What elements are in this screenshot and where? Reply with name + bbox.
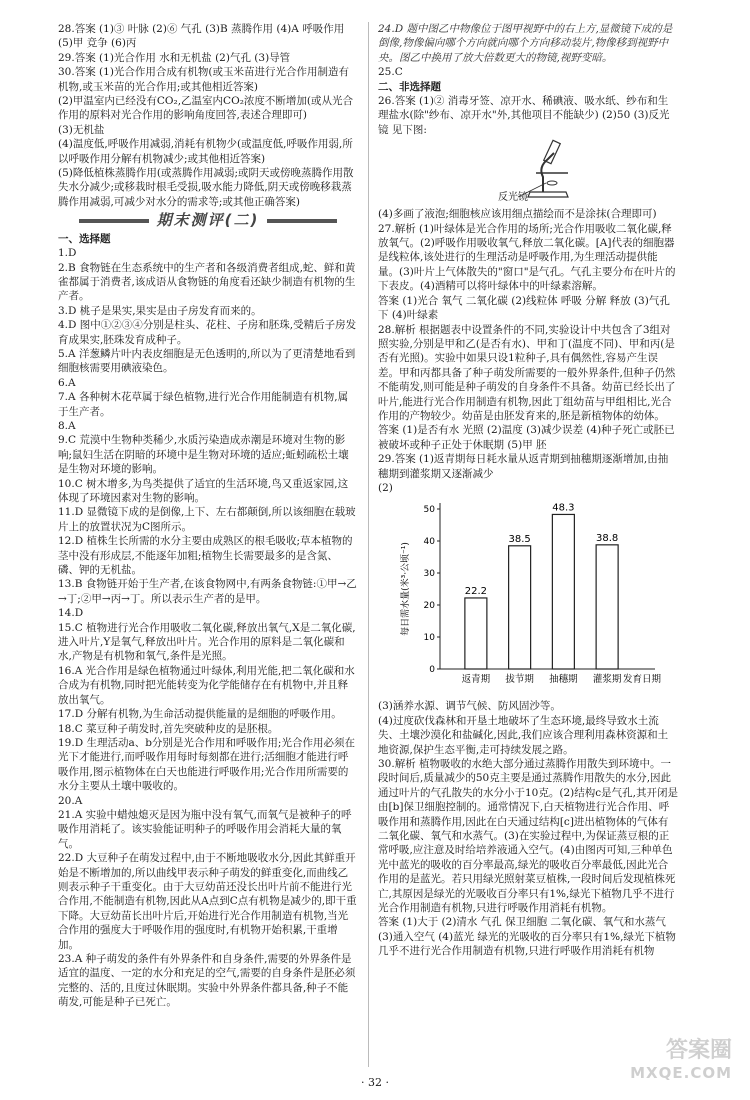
- x-axis-label: 发育日期: [622, 674, 661, 686]
- y-tick-label: 50: [423, 505, 435, 516]
- answer-entry: 4.D 图中①②③④分别是柱头、花柱、子房和胚珠,受精后子房发育成果实,胚珠发育成种子。: [58, 319, 357, 346]
- answer-entry: 21.A 实验中蜡烛熄灭是因为瓶中没有氧气,而氧气是被种子的呼吸作用消耗了。该实验能证明种子的呼吸作用会消耗大量的氧气。: [58, 808, 352, 850]
- y-tick-label: 20: [423, 601, 435, 612]
- answer-entry: (3)无机盐: [58, 123, 105, 136]
- answer-entry: 9.C 荒漠中生物种类稀少,水质污染造成赤潮是环境对生物的影响;鼠妇生活在阴暗的环境中是生物对环境的适应;蚯蚓疏松土壤是生物对环境的影响。: [58, 434, 349, 476]
- bar: [552, 515, 574, 670]
- answer-entry: 14.D: [58, 607, 84, 620]
- data-label: 38.8: [595, 533, 619, 545]
- answer-entry: 15.C 植物进行光合作用吸收二氧化碳,释放出氧气,X是二氧化碳,进入叶片,Y是氧气,释放出叶片。光合作用的原料是二氧化碳和水,产物是有机物和氧气,条件是光照。: [58, 621, 356, 663]
- answer-entry: (3)涵养水源、调节气候、防风固沙等。: [378, 700, 561, 713]
- bar: [509, 546, 531, 669]
- answer-entry: 25.C: [378, 66, 403, 79]
- right-column: [378, 22, 678, 959]
- answer-entry: 13.B 食物链开始于生产者,在该食物网中,有两条食物链:①甲→乙→丁;②甲→丙→丁。所以表示生产者的是甲。: [58, 578, 357, 605]
- answer-entry: 27.解析 (1)叶绿体是光合作用的场所;光合作用吸收二氧化碳,释放氧气。(2)呼吸作用吸收氧气,释放二氧化碳。[A]代表的细胞器是线粒体,该处进行的生理活动是呼吸作用,为生理活动提供能量。(3)叶片上气体散失的"窗口"是气孔。气孔主要分布在叶片的下表皮。(4)酒精可以将叶绿体中的叶绿素溶解。: [378, 222, 676, 293]
- answer-entry: 答案 (1)是否有水 光照 (2)温度 (3)减少误差 (4)种子死亡或胚已被破坏或种子正处于休眠期 (5)甲 胚: [378, 424, 675, 451]
- answer-entry: 5.A 洋葱鳞片叶内表皮细胞是无色透明的,所以为了更清楚地看到细胞核需要用碘液染色。: [58, 347, 356, 375]
- data-label: 22.2: [464, 586, 488, 598]
- page-number: · 32 ·: [361, 1076, 389, 1089]
- y-tick-label: 30: [423, 569, 435, 580]
- answer-entry: 26.答案 (1)② 消毒牙签、凉开水、稀碘液、吸水纸、纱布和生理盐水(除"纱布、凉开水"外,其他项目不能缺少) (2)50 (3)反光镜 见下图:: [378, 95, 670, 136]
- y-tick-label: 10: [423, 633, 435, 644]
- answer-entry: 24.D 题中图乙中物像位于图甲视野中的右上方,显微镜下成的是倒像,物像偏向哪个方向就向哪个方向移动装片,物像移到视野中央。图乙中换用了放大倍数更大的物镜,视野变暗。: [378, 23, 673, 64]
- answer-entry: 1.D: [58, 247, 77, 260]
- category-label: 灌浆期: [592, 674, 622, 686]
- left-column: [58, 22, 358, 1010]
- answer-entry: (2)甲温室内已经没有CO₂,乙温室内CO₂浓度不断增加(或从光合作用的原料对光合作用的影响角度回答,表述合理即可): [58, 95, 354, 122]
- choice-answers: [58, 246, 358, 1010]
- answer-entry: (4)温度低,呼吸作用减弱,消耗有机物少(或温度低,呼吸作用弱,所以呼吸作用分解有机物减少;或其他相近答案): [58, 138, 353, 165]
- answer-entry: (4)过度砍伐森林和开垦土地破坏了生态环境,最终导致水土流失、土壤沙漠化和盐碱化,因此,我们应该合理利用森林资源和土地资源,保护生态平衡,走可持续发展之路。: [378, 714, 669, 756]
- answer-entry: 答案 (1)光合 氧气 二氧化碳 (2)线粒体 呼吸 分解 释放 (3)气孔 下 (4)叶绿素: [378, 294, 670, 322]
- answer-entry: 12.D 植株生长所需的水分主要由成熟区的根毛吸收;草本植物的茎中没有形成层,不能逐年加粗;植物生长需要最多的是含氮、磷、钾的无机盐。: [58, 535, 353, 577]
- answer-entry: 23.A 种子萌发的条件有外界条件和自身条件,需要的外界条件是适宜的温度、一定的水分和充足的空气,需要的自身条件是胚必须完整的、活的,且度过休眠期。实验中外界条件都具备,种子不能萌发,可能是种子已死亡。: [58, 953, 356, 1009]
- category-label: 抽穗期: [549, 674, 578, 686]
- bar: [596, 545, 618, 669]
- answer-entry: 30.答案 (1)光合作用合成有机物(或玉米苗进行光合作用制造有机物,或玉米苗的光合作用;或其他相近答案): [58, 66, 350, 93]
- column-divider: [368, 22, 369, 1067]
- section-title: 二、非选择题: [378, 80, 441, 93]
- answer-entry: 6.A: [58, 376, 76, 389]
- mirror-label: 反光镜: [498, 192, 528, 204]
- answer-entry: 7.A 各种树木花草属于绿色植物,进行光合作用能制造有机物,属于生产者。: [58, 391, 349, 418]
- answer-entry: (2): [378, 481, 393, 494]
- y-tick-label: 0: [429, 665, 435, 676]
- answer-entry: 17.D 分解有机物,为生命活动提供能量的是细胞的呼吸作用。: [58, 708, 342, 721]
- answer-entry: 10.C 树木增多,为鸟类提供了适宜的生活环境,鸟又重返家园,这体现了环境因素对生物的影响。: [58, 477, 349, 504]
- answer-entry: 19.D 生理活动a、b分别是光合作用和呼吸作用;光合作用必须在光下才能进行,而呼吸作用每时每刻都在进行;活细胞才能进行呼吸作用,图示植物体在白天也能进行呼吸作用;光合作用所需要的水分主要从土壤中吸收的。: [58, 736, 355, 793]
- answer-entry: 11.D 显微镜下成的是倒像,上下、左右都颠倒,所以该细胞在载玻片上的放置状况为C图所示。: [58, 506, 356, 533]
- answer-entry: (5)降低植株蒸腾作用(或蒸腾作用减弱;或阴天或傍晚蒸腾作用散失水分减少;或移栽时根毛受损,吸水能力降低,阴天或傍晚移栽蒸腾作用减弱,可减少对水分的需求等;或其他正确答案): [58, 167, 354, 208]
- watermark-text: 答案圈: [665, 1038, 732, 1063]
- answer-entry: 16.A 光合作用是绿色植物通过叶绿体,利用光能,把二氧化碳和水合成为有机物,同时把光能转变为化学能储存在有机物中,并且释放出氧气。: [58, 664, 355, 706]
- answer-entry: 30.解析 植物吸收的水绝大部分通过蒸腾作用散失到环境中。一段时间后,质量减少的50克主要是通过蒸腾作用散失的水分,因此通过叶片的气孔散失的水分小于10克。(2)结构c是气孔,其开闭是由[b]保卫细胞控制的。通常情况下,白天植物进行光合作用、呼吸作用和蒸腾作用,因此在白天通过结构[c]进出植物体的气体有二氧化碳、氧气和水蒸气。(3)在实验过程中,为保证蒸豆根的正常呼吸,应注意及时给培养液通入空气。(4)由图丙可知,三种单色光中蓝光的吸收的百分率最高,绿光的吸收百分率最低,因此光合作用的是蓝光。若只用绿光照射菜豆植株,一段时间后发现植株死亡,其原因是绿光的光吸收百分率只有1%,绿光下植物几乎不进行光合作用制造有机物,只进行呼吸作用消耗有机物。: [378, 758, 678, 915]
- category-label: 拔节期: [505, 674, 534, 686]
- answer-entry: 22.D 大豆种子在萌发过程中,由于不断地吸收水分,因此其鲜重开始是不断增加的,所以曲线甲表示种子萌发的鲜重变化,而曲线乙则表示种子干重变化。由于大豆幼苗还没长出叶片前不能进行光合作用,不能制造有机物,因此从A点到C点有机物是减少的,即干重下降。大豆幼苗长出叶片后,开始进行光合作用制造有机物,当光合作用的强度大于呼吸作用的强度时,有机物开始积累,干重增加。: [58, 852, 357, 951]
- answer-entry: 8.A: [58, 419, 76, 432]
- data-label: 38.5: [508, 534, 531, 546]
- category-label: 返青期: [461, 674, 491, 686]
- answer-entry: 28.答案 (1)③ 叶脉 (2)⑥ 气孔 (3)B 蒸腾作用 (4)A 呼吸作用 (5)甲 竞争 (6)丙: [58, 23, 345, 50]
- answer-entry: 18.C 菜豆种子萌发时,首先突破种皮的是胚根。: [58, 722, 279, 735]
- bar-chart: [378, 497, 678, 697]
- answer-entry: 2.B 食物链在生态系统中的生产者和各级消费者组成,蛇、鲜和黄雀都属于消费者,该成语从食物链的角度看还缺少制造有机物的生产者。: [58, 261, 356, 303]
- y-axis-label: 每日需水量(米³·公顷⁻¹): [401, 542, 411, 637]
- answer-entry: 答案 (1)大于 (2)清水 气孔 保卫细胞 二氧化碳、氧气和水蒸气 (3)通入空气 (4)蓝光 绿光的光吸收的百分率只有1%,绿光下植物几乎不进行光合作用制造有机物,只进行呼吸作用消耗有机物: [378, 916, 676, 958]
- section-title: 一、选择题: [58, 232, 111, 245]
- answer-entry: (4)多画了液泡;细胞核应该用细点描绘而不是涂抹(合理即可): [378, 208, 657, 221]
- section-heading: 期末测评(二): [58, 213, 358, 227]
- answer-entry: 28.解析 根据题表中设置条件的不同,实验设计中共包含了3组对照实验,分别是甲和乙(是否有水)、甲和丁(温度不同)、甲和丙(是否有光照)。实验中如果只设1粒种子,具有偶然性,容易产生误差。甲和丙都具备了种子萌发所需要的一般外界条件,但种子仍然不能萌发,则可能是种子萌发的自身条件不具备。幼苗已经长出了叶片,能进行光合作用制造有机物,因此丁组幼苗与甲组相比,光合作用的产物较少。幼苗是由胚发育来的,胚是新植物体的幼体。: [378, 323, 676, 422]
- answer-entry: 20.A: [58, 794, 83, 807]
- answer-entry: 29.答案 (1)光合作用 水和无机盐 (2)气孔 (3)导管: [58, 51, 291, 64]
- y-tick-label: 40: [423, 537, 435, 548]
- data-label: 48.3: [552, 502, 575, 514]
- bar: [465, 598, 487, 669]
- answer-entry: 3.D 桃子是果实,果实是由子房发育而来的。: [58, 304, 262, 317]
- microscope-figure: [378, 137, 678, 207]
- watermark-url: MXQE.COM: [630, 1064, 732, 1082]
- answer-entry: 29.答案 (1)返青期每日耗水量从返青期到抽穗期逐渐增加,由抽穗期到灌浆期又逐渐减少: [378, 453, 669, 480]
- watermark-logo: [630, 1040, 732, 1084]
- water-need-chart: [378, 497, 678, 697]
